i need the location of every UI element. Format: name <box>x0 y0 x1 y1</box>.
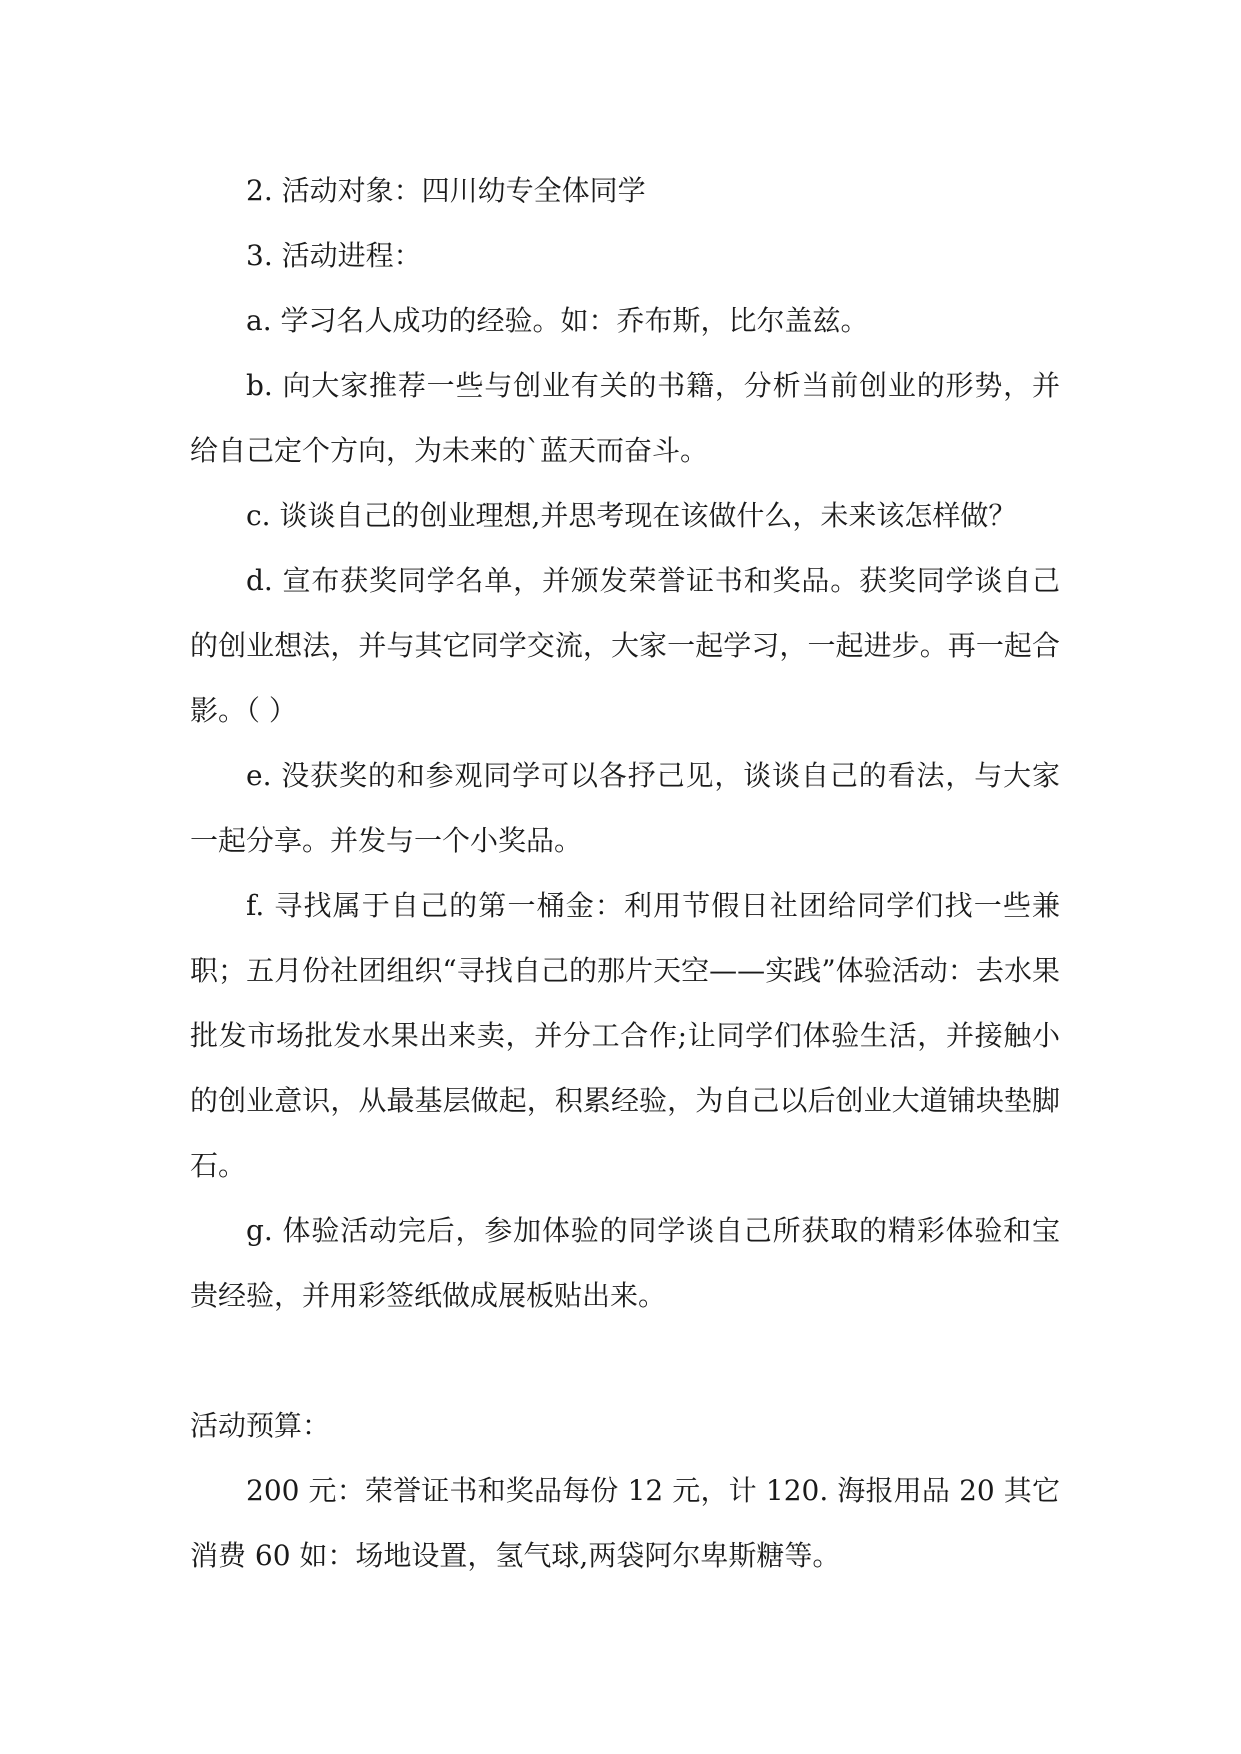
section-spacer <box>190 1328 1060 1393</box>
paragraph-item-b: b. 向大家推荐一些与创业有关的书籍，分析当前创业的形势，并给自己定个方向，为未来的`蓝天而奋斗。 <box>190 369 1060 467</box>
paragraph-item-g: g. 体验活动完后，参加体验的同学谈自己所获取的精彩体验和宝贵经验，并用彩签纸做成展板贴出来。 <box>190 1214 1060 1312</box>
paragraph-item-f: f. 寻找属于自己的第一桶金：利用节假日社团给同学们找一些兼职；五月份社团组织“寻找自己的那片天空——实践”体验活动：去水果批发市场批发水果出来卖，并分工合作;让同学们体验生活，并接触小的创业意识，从最基层做起，积累经验，为自己以后创业大道铺块垫脚石。 <box>190 889 1060 1182</box>
paragraph-target-audience: 2. 活动对象：四川幼专全体同学 <box>246 174 646 207</box>
budget-paragraph: 200 元：荣誉证书和奖品每份 12 元，计 120. 海报用品 20 其它消费 60 如：场地设置，氢气球,两袋阿尔卑斯糖等。 <box>190 1474 1060 1572</box>
paragraph-item-c: c. 谈谈自己的创业理想,并思考现在该做什么，未来该怎样做？ <box>246 499 1017 532</box>
document-page <box>190 158 1060 1588</box>
paragraph-item-e: e. 没获奖的和参观同学可以各抒己见，谈谈自己的看法，与大家一起分享。并发与一个小奖品。 <box>190 759 1060 857</box>
budget-heading: 活动预算： <box>190 1409 331 1442</box>
paragraph-activity-process: 3. 活动进程： <box>246 239 422 272</box>
paragraph-item-d: d. 宣布获奖同学名单，并颁发荣誉证书和奖品。获奖同学谈自己的创业想法，并与其它同学交流，大家一起学习，一起进步。再一起合影。（ ） <box>190 564 1060 727</box>
paragraph-item-a: a. 学习名人成功的经验。如：乔布斯，比尔盖兹。 <box>246 304 869 337</box>
